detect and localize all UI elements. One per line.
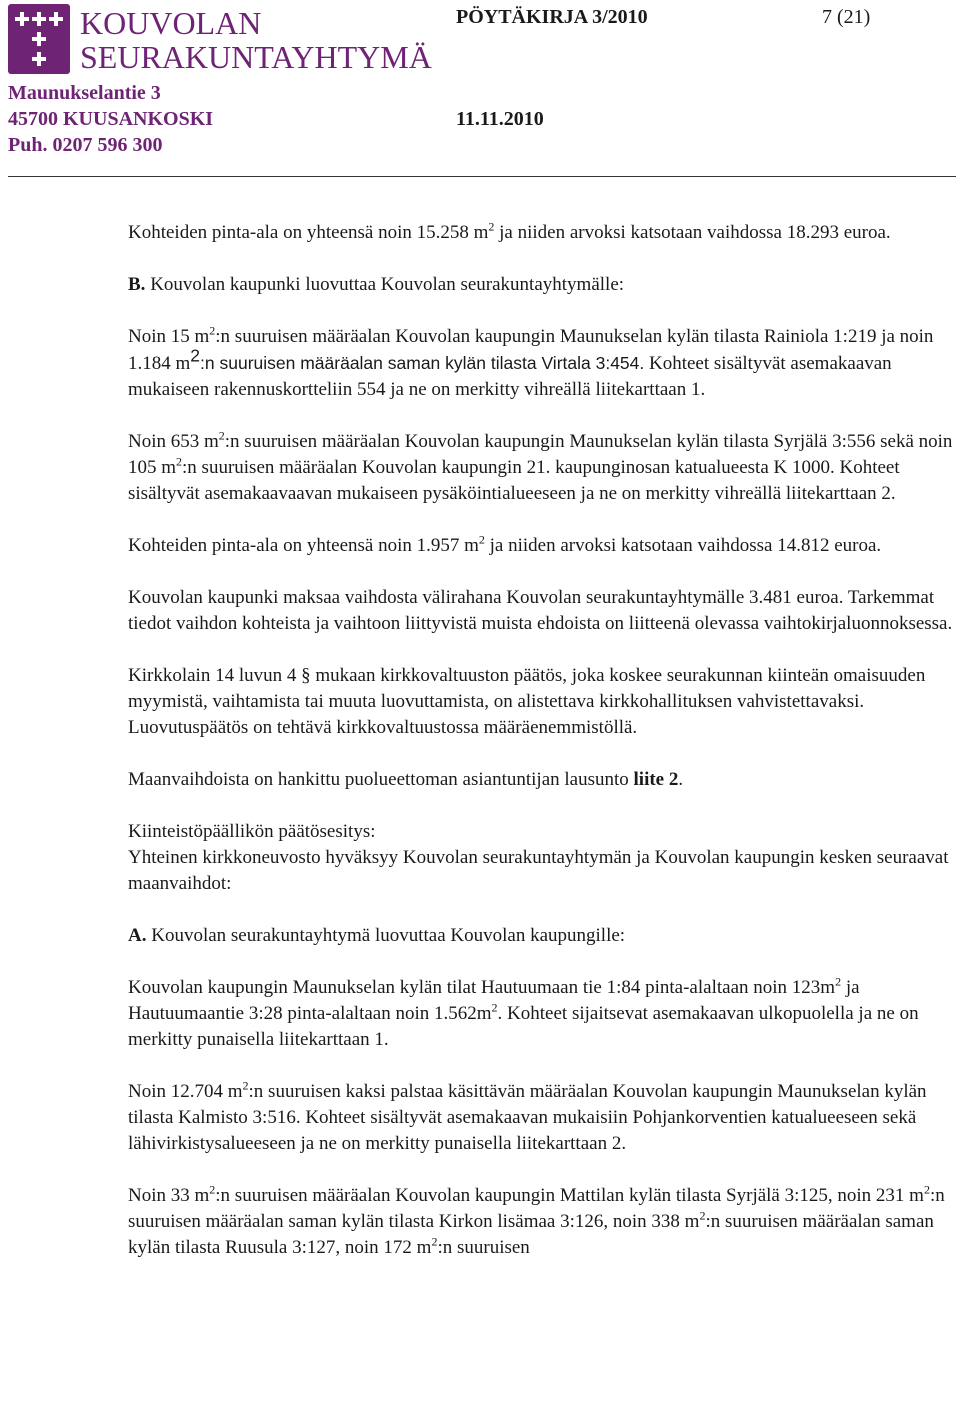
organization-logo [8,4,432,76]
attachment-reference: liite 2 [633,769,679,790]
paragraph-area-summary-2: Kohteiden pinta-ala on yhteensä noin 1.957 $m^2$ ja niiden arvoksi katsotaan vaihdossa 14.812 euroa. [128,532,882,556]
address-street: Maunukselantie 3 [8,82,161,104]
document-date: 11.11.2010 [456,108,544,130]
document-title: PÖYTÄKIRJA 3/2010 [456,6,648,28]
paragraph-payment: Kouvolan kaupunki maksaa vaihdosta välirahana Kouvolan seurakuntayhtymälle 3.481 euroa. Tarkemmat tiedot vaihdon kohteista ja vaihtoon liittyvistä muista ehdoista on liitteenä olevassa vaihtokirjaluonnoksessa. [128,587,953,634]
paragraph-parcel-hautuumaa: Kouvolan kaupungin Maunukselan kylän tilat Hautuumaan tie 1:84 pinta-alaltaan noin $123m^2$ ja Hautuumaantie 3:28 pinta-alaltaan noin $1.562m^2$. Kohteet sijaitsevat asemakaavan ulkopuolella ja ne on merkitty punaisella liitekarttaan 1. [128,974,919,1050]
page-header [0,0,960,180]
paragraph-expert-statement: Maanvaihdoista on hankittu puolueettoman asiantuntijan lausunto liite 2. [128,769,684,790]
section-label: B. [128,274,146,295]
paragraph-parcel-syrjala: Noin 653 $m^2:n$ suuruisen määräalan Kouvolan kaupungin Maunukselan kylän tilasta Syrjälä 3:556 sekä noin 105 $m^2:n$ suuruisen määräalan Kouvolan kaupungin 21. kaupunginosan katualueesta K 1000. Kohteet sisältyvät asemakaavaavan mukaiseen pysäköintialueeseen ja ne on merkitty vihreällä liitekarttaan 2. [128,428,953,504]
page-number: 7 (21) [822,6,871,28]
paragraph-parcel-mattila: Noin 33 $m^2:n$ suuruisen määräalan Kouvolan kaupungin Mattilan kylän tilasta Syrjälä 3:125, noin 231 $m^2:n$ suuruisen määräalan saman kylän tilasta Kirkon lisämaa 3:126, noin 338 $m^2:n$ suuruisen määräalan saman kylän tilasta Ruusula 3:127, noin 172 $m^2:n$ suuruisen [128,1182,945,1258]
header-divider [8,176,956,177]
section-a-heading: A. Kouvolan seurakuntayhtymä luovuttaa Kouvolan kaupungille: [128,925,626,946]
organization-name-line2: SEURAKUNTAYHTYMÄ [80,39,432,75]
proposal-label: Kiinteistöpäällikön päätösesitys: [128,821,376,842]
paragraph-area-summary-1: Kohteiden pinta-ala on yhteensä noin 15.258 $m^2$ ja niiden arvoksi katsotaan vaihdossa 18.293 euroa. [128,219,891,243]
paragraph-church-law: Kirkkolain 14 luvun 4 § mukaan kirkkovaltuuston päätös, joka koskee seurakunnan kiinteän omaisuuden myymistä, vaihtamista tai muuta luovuttamista, on alistettava kirkkohallituksen vahvistettavaksi. Luovutuspäätös on tehtävä kirkkovaltuustossa määräenemmistöllä. [128,665,926,738]
organization-name-line1: KOUVOLAN [80,5,262,41]
crosses-emblem-icon [8,4,70,74]
section-label: A. [128,925,147,946]
document-body [128,220,958,1287]
phone-number: Puh. 0207 596 300 [8,134,163,156]
address-city: 45700 KUUSANKOSKI [8,108,214,130]
section-b-heading: B. Kouvolan kaupunki luovuttaa Kouvolan seurakuntayhtymälle: [128,274,625,295]
paragraph-parcel-kalmisto: Noin 12.704 $m^2:n$ suuruisen kaksi palstaa käsittävän määräalan Kouvolan kaupungin Maunukselan kylän tilasta Kalmisto 3:516. Kohteet sisältyvät asemakaavan mukaisiin Pohjankorventien katualueeseen sekä lähivirkistysalueeseen ja ne on merkitty punaisella liitekarttaan 2. [128,1078,927,1154]
paragraph-parcel-rainiola: Noin 15 $m^2:n$ suuruisen määräalan Kouvolan kaupungin Maunukselan kylän tilasta Rainiola 1:219 ja noin 1.184 $m^2:n$ suuruisen määräalan saman kylän tilasta Virtala 3:454. Kohteet sisältyvät asemakaavan mukaiseen rakennuskortteliin 554 ja ne on merkitty vihreällä liitekarttaan 1. [128,323,934,400]
proposal-text: Yhteinen kirkkoneuvosto hyväksyy Kouvolan seurakuntayhtymän ja Kouvolan kaupungin kesken seuraavat maanvaihdot: [128,847,949,894]
